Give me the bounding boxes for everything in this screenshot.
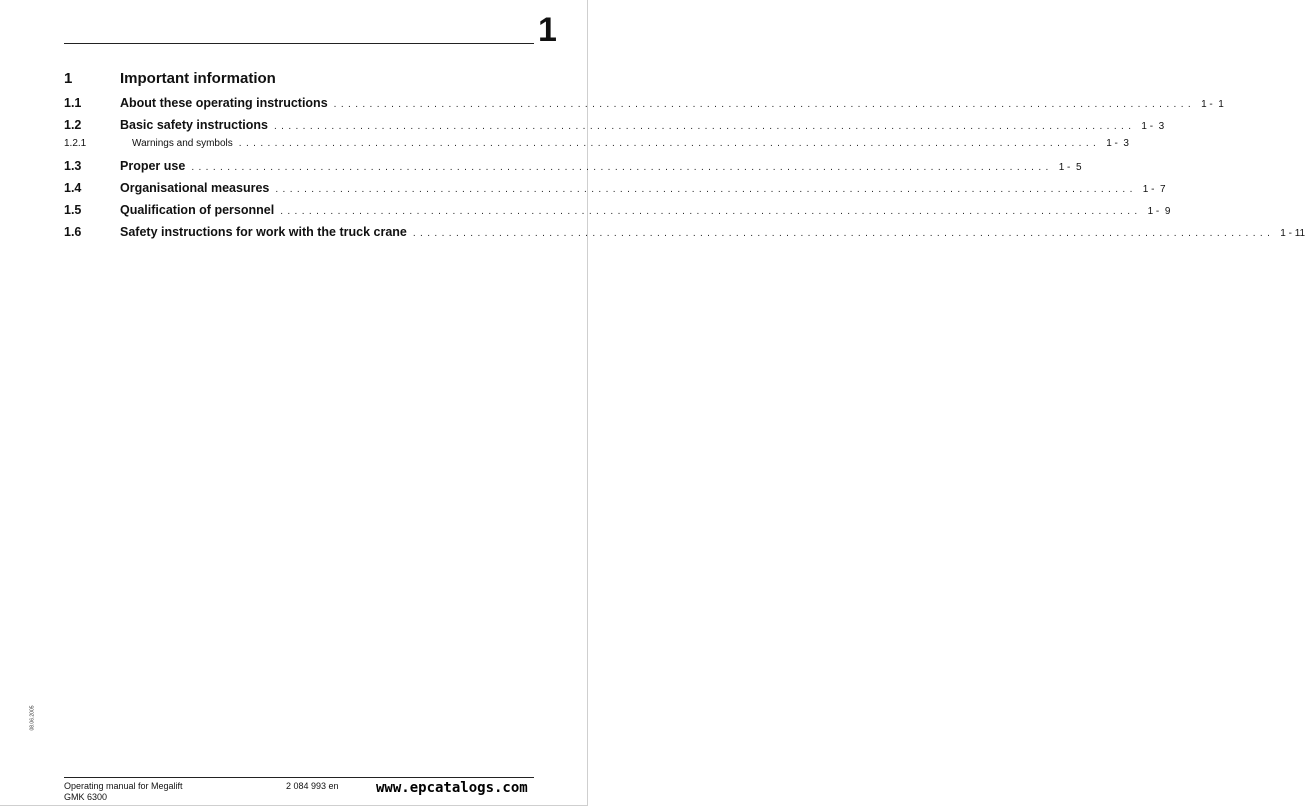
toc-entry-page: 1 - 5 bbox=[1058, 162, 1082, 173]
toc-entry[interactable] bbox=[64, 116, 1165, 134]
toc-entry-number: 1.2 bbox=[64, 118, 82, 132]
toc-entry[interactable] bbox=[64, 157, 1082, 175]
toc-entry-number: 1.1 bbox=[64, 96, 82, 110]
footer-manual-info bbox=[64, 781, 183, 803]
footer-model: GMK 6300 bbox=[64, 792, 108, 802]
toc-heading bbox=[64, 70, 562, 88]
toc-entry[interactable] bbox=[64, 179, 1166, 197]
toc-leader-dots: ........................................................................................................................ bbox=[273, 121, 1136, 132]
footer-manual-title: Operating manual for Megalift bbox=[64, 781, 183, 791]
toc-leader-dots: ........................................................................................................................ bbox=[191, 162, 1053, 173]
footer-doc-number: 2 084 993 en bbox=[286, 781, 339, 791]
toc-entry[interactable] bbox=[64, 94, 1224, 112]
toc-entry-title: Safety instructions for work with the truck crane bbox=[120, 225, 407, 239]
toc-leader-dots: ........................................................................................................................ bbox=[333, 99, 1196, 110]
print-date: 08.06.2005 bbox=[29, 705, 36, 731]
toc-entry-title: Warnings and symbols bbox=[132, 138, 233, 149]
toc-entry-number: 1.6 bbox=[64, 225, 82, 239]
toc-entry[interactable] bbox=[64, 223, 1305, 241]
toc-entry-number: 1.2.1 bbox=[64, 138, 87, 149]
toc-leader-dots: ........................................................................................................................ bbox=[238, 138, 1101, 149]
toc-entry-number: 1.4 bbox=[64, 181, 82, 195]
toc-entry-page: 1 - 3 bbox=[1106, 138, 1129, 149]
footer-rule bbox=[64, 777, 534, 778]
toc-entry-page: 1 - 3 bbox=[1141, 121, 1165, 132]
toc-entry-page: 1 - 9 bbox=[1147, 206, 1171, 217]
toc-entry-title: Basic safety instructions bbox=[120, 118, 268, 132]
toc-entry-number: 1.5 bbox=[64, 203, 82, 217]
toc-entry-number: 1.3 bbox=[64, 159, 82, 173]
toc-leader-dots: ........................................................................................................................ bbox=[280, 206, 1142, 217]
toc-heading-number: 1 bbox=[64, 70, 73, 87]
toc-entry-title: Organisational measures bbox=[120, 181, 270, 195]
toc-entry-page: 1 - 7 bbox=[1142, 184, 1166, 195]
toc-entry-title: About these operating instructions bbox=[120, 96, 328, 110]
toc-entry[interactable] bbox=[64, 201, 1171, 219]
header-rule bbox=[64, 43, 534, 44]
toc-entry-title: Qualification of personnel bbox=[120, 203, 275, 217]
toc-leader-dots: ........................................................................................................................ bbox=[275, 184, 1137, 195]
toc-leader-dots: ........................................................................................................................ bbox=[412, 228, 1275, 239]
toc-entry-title: Proper use bbox=[120, 159, 186, 173]
chapter-number: 1 bbox=[538, 11, 557, 49]
toc-heading-title: Important information bbox=[120, 70, 276, 87]
watermark-url[interactable]: www.epcatalogs.com bbox=[376, 780, 528, 796]
toc-subentry[interactable] bbox=[64, 135, 1129, 153]
toc-entry-page: 1 - 1 bbox=[1201, 99, 1224, 110]
toc-entry-page: 1 - 11 bbox=[1280, 228, 1305, 239]
